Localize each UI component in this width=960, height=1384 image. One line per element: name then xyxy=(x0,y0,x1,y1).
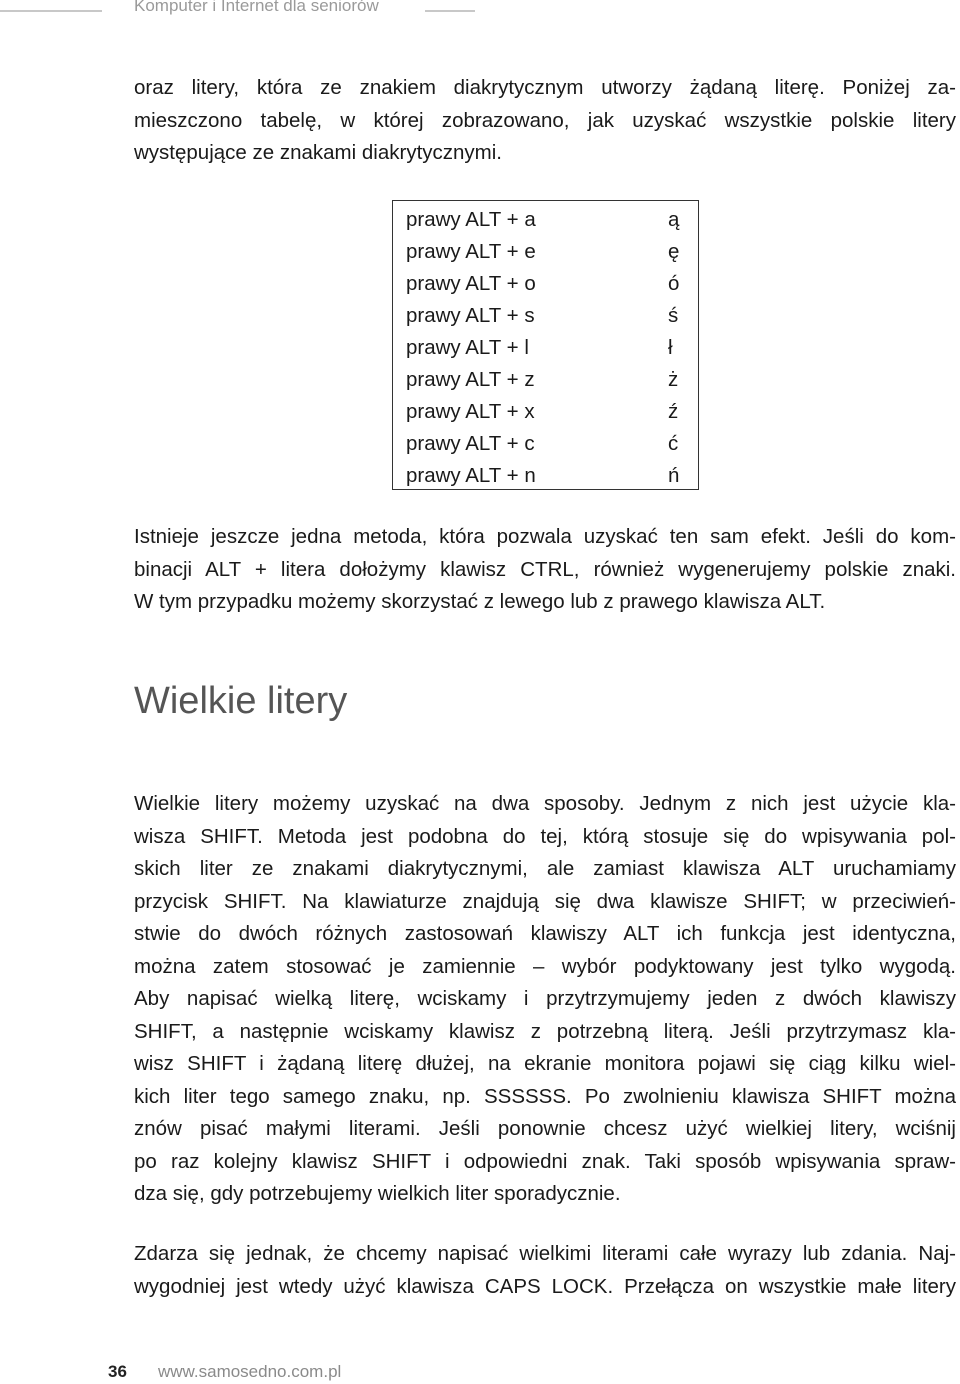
paragraph-line: W tym przypadku możemy skorzystać z lewego lub z prawego klawisza ALT. xyxy=(134,590,826,613)
key-combination: prawy ALT + x xyxy=(406,400,535,423)
resulting-letter: ń xyxy=(668,464,680,487)
paragraph-line: oraz litery, która ze znakiem diakrytycznym utworzy żądaną literę. Poniżej za- xyxy=(134,76,956,99)
paragraph-line: Zdarza się jednak, że chcemy napisać wielkimi literami całe wyrazy lub zdania. Naj- xyxy=(134,1242,956,1265)
key-combination: prawy ALT + s xyxy=(406,304,535,327)
header-rule-left xyxy=(0,10,102,12)
table-row xyxy=(393,300,698,332)
table-row xyxy=(393,268,698,300)
resulting-letter: ó xyxy=(668,272,680,295)
paragraph-line: binacji ALT + litera dołożymy klawisz CTRL, również wygenerujemy polskie znaki. xyxy=(134,557,956,581)
key-combination: prawy ALT + c xyxy=(406,432,535,455)
resulting-letter: ś xyxy=(668,304,679,327)
table-row xyxy=(393,332,698,364)
resulting-letter: ł xyxy=(668,336,673,359)
section-heading: Wielkie litery xyxy=(134,680,348,722)
key-combination: prawy ALT + l xyxy=(406,336,529,359)
key-combination: prawy ALT + e xyxy=(406,240,536,263)
key-combination: prawy ALT + z xyxy=(406,368,535,391)
resulting-letter: ź xyxy=(668,400,679,423)
page-number: 36 xyxy=(108,1362,127,1381)
key-combination: prawy ALT + o xyxy=(406,272,536,295)
alt-combinations-table xyxy=(392,200,699,490)
resulting-letter: ż xyxy=(668,368,679,391)
paragraph-line: wisza SHIFT. Metoda jest podobna do tej, którą stosuje się do wpisywania pol- xyxy=(134,824,956,848)
key-combination: prawy ALT + a xyxy=(406,208,536,231)
resulting-letter: ć xyxy=(668,432,679,455)
paragraph-line: SHIFT, a następnie wciskamy klawisz z potrzebną literą. Jeśli przytrzymasz kla- xyxy=(134,1019,956,1043)
paragraph-line: po raz kolejny klawisz SHIFT i odpowiedni znak. Taki sposób wpisywania spraw- xyxy=(134,1149,956,1173)
paragraph-line: Aby napisać wielką literę, wciskamy i przytrzymujemy jeden z dwóch klawiszy xyxy=(134,987,956,1010)
paragraph-line: stwie do dwóch różnych zastosowań klawiszy ALT ich funkcja jest identyczna, xyxy=(134,922,956,945)
paragraph-line: wisz SHIFT i żądaną literę dłużej, na ekranie monitora pojawi się ciąg kilku wiel- xyxy=(134,1052,956,1075)
paragraph-line: wygodniej jest wtedy użyć klawisza CAPS LOCK. Przełącza on wszystkie małe litery xyxy=(134,1274,956,1298)
paragraph-line: kich liter tego samego znaku, np. SSSSSS. Po zwolnieniu klawisza SHIFT można xyxy=(134,1084,956,1108)
paragraph-line: przycisk SHIFT. Na klawiaturze znajdują się dwa klawisze SHIFT; w przeciwień- xyxy=(134,889,956,913)
table-row xyxy=(393,204,698,236)
footer-website: www.samosedno.com.pl xyxy=(158,1362,342,1381)
key-combination: prawy ALT + n xyxy=(406,464,536,487)
paragraph-line: znów pisać małymi literami. Jeśli ponownie chcesz użyć wielkiej litery, wciśnij xyxy=(134,1117,956,1140)
paragraph-line: można zatem stosować je zamiennie – wybór podyktowany jest tylko wygodą. xyxy=(134,954,956,978)
running-header-title: Komputer i Internet dla seniorów xyxy=(134,0,379,15)
paragraph-line: dza się, gdy potrzebujemy wielkich liter sporadycznie. xyxy=(134,1182,621,1205)
shift-paragraph xyxy=(134,788,956,1211)
header-rule-right xyxy=(425,10,475,12)
resulting-letter: ą xyxy=(668,208,680,231)
paragraph-line: Wielkie litery możemy uzyskać na dwa sposoby. Jednym z nich jest użycie kla- xyxy=(134,792,956,815)
table-row xyxy=(393,364,698,396)
paragraph-line: Istnieje jeszcze jedna metoda, która pozwala uzyskać ten sam efekt. Jeśli do kom- xyxy=(134,525,956,548)
ctrl-method-paragraph xyxy=(134,521,956,619)
table-row xyxy=(393,236,698,268)
paragraph-line: skich liter ze znakami diakrytycznymi, ale zamiast klawisza ALT uruchamiamy xyxy=(134,857,956,880)
resulting-letter: ę xyxy=(668,240,680,263)
paragraph-line: występujące ze znakami diakrytycznymi. xyxy=(134,141,502,164)
caps-lock-paragraph xyxy=(134,1238,956,1303)
paragraph-line: mieszczono tabelę, w której zobrazowano, jak uzyskać wszystkie polskie litery xyxy=(134,108,956,132)
table-row xyxy=(393,396,698,428)
table-row xyxy=(393,460,698,492)
intro-paragraph xyxy=(134,72,956,170)
table-row xyxy=(393,428,698,460)
